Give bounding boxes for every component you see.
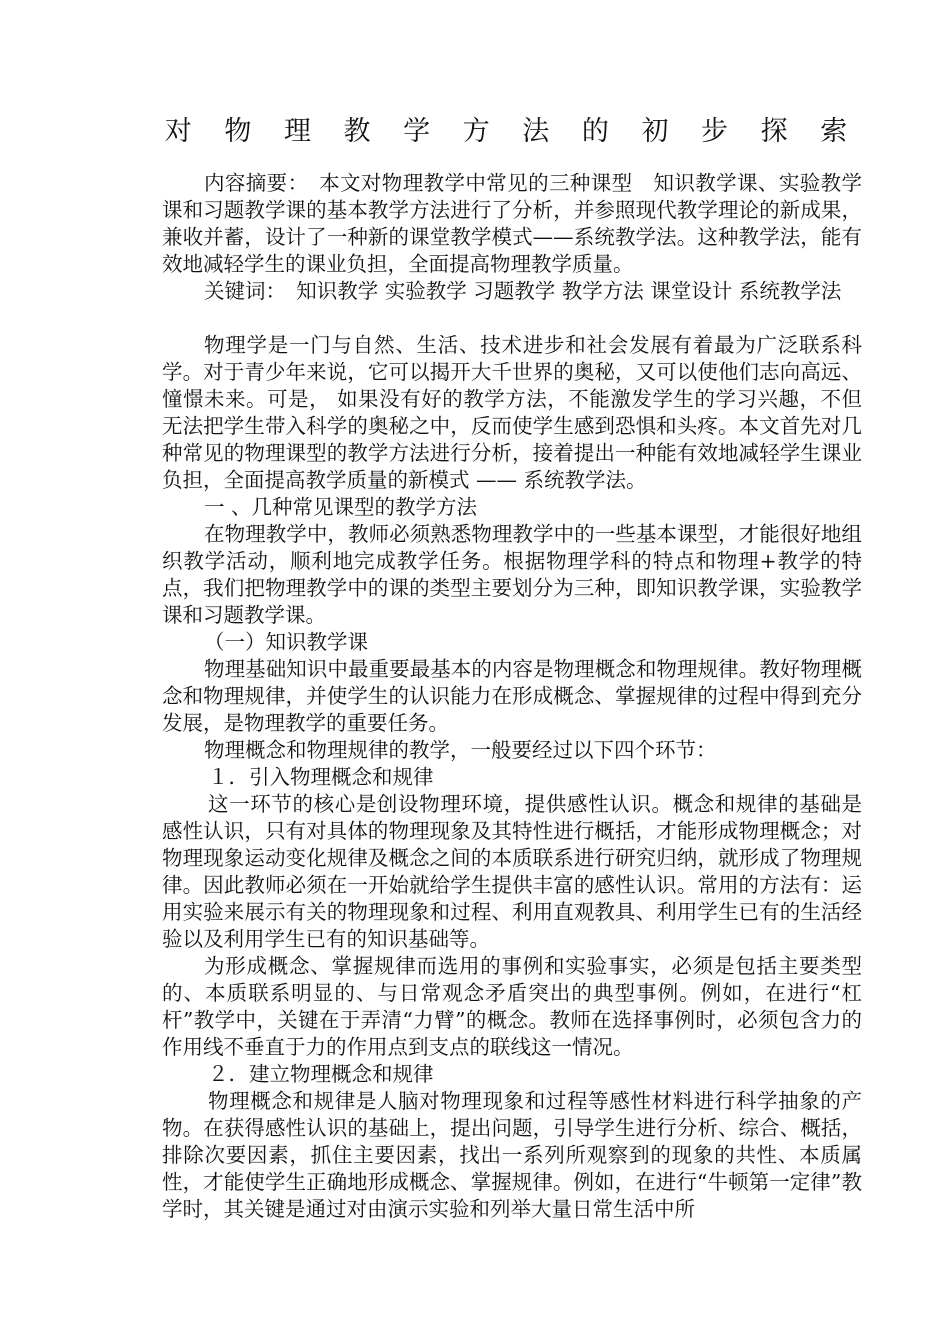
document-page xyxy=(162,112,862,1223)
body-paragraph-step1: 这一环节的核心是创设物理环境，提供感性认识。概念和规律的基础是感性认识，只有对具体的物理现象及其特性进行概括，才能形成物理概念；对物理现象运动变化规律及概念之间的本质联系进行研究归纳，就形成了物理规律。因此教师必须在一开始就给学生提供丰富的感性认识。常用的方法有：运用实验来展示有关的物理现象和过程、利用直观教具、利用学生已有的生活经验以及利用学生已有的知识基础等。 xyxy=(162,792,862,951)
step-heading-2: ２．建立物理概念和规律 xyxy=(208,1062,434,1086)
body-paragraph-examples: 为形成概念、掌握规律而选用的事例和实验事实，必须是包括主要类型的、本质联系明显的、与日常观念矛盾突出的典型事例。例如，在进行“杠杆”教学中，关键在于弄清“力臂”的概念。教师在选择事例时，必须包含力的作用线不垂直于力的作用点到支点的联线这一情况。 xyxy=(162,954,862,1059)
body-paragraph-four-steps: 物理概念和物理规律的教学，一般要经过以下四个环节： xyxy=(204,738,717,762)
body-paragraph-intro: 物理学是一门与自然、生活、技术进步和社会发展有着最为广泛联系科学。对于青少年来说，它可以揭开大千世界的奥秘，又可以使他们志向高远、憧憬未来。可是， 如果没有好的教学方法，不能激发学生的学习兴趣，不但无法把学生带入科学的奥秘之中，反而使学生感到恐惧和头疼。本文首先对几种常见的物理课型的教学方法进行分析，接着提出一种能有效地减轻学生课业负担，全面提高教学质量的新模式 —— 系统教学法。 xyxy=(162,333,862,492)
section-heading-1: 一 、几种常见课型的教学方法 xyxy=(204,495,478,519)
body-paragraph-course-types: 在物理教学中，教师必须熟悉物理教学中的一些基本课型，才能很好地组织教学活动，顺利地完成教学任务。根据物理学科的特点和物理+教学的特点，我们把物理教学中的课的类型主要划分为三种，即知识教学课，实验教学课和习题教学课。 xyxy=(162,522,862,627)
subsection-heading-knowledge: （一）知识教学课 xyxy=(204,630,368,654)
keywords-paragraph: 关键词： 知识教学 实验教学 习题教学 教学方法 课堂设计 系统教学法 xyxy=(204,279,842,303)
step-heading-1: １．引入物理概念和规律 xyxy=(208,765,434,789)
body-paragraph-concepts: 物理基础知识中最重要最基本的内容是物理概念和物理规律。教好物理概念和物理规律，并使学生的认识能力在形成概念、掌握规律的过程中得到充分发展，是物理教学的重要任务。 xyxy=(162,657,862,735)
body-paragraph-step2: 物理概念和规律是人脑对物理现象和过程等感性材料进行科学抽象的产物。在获得感性认识的基础上，提出问题，引导学生进行分析、综合、概括，排除次要因素，抓住主要因素，找出一系列所观察到的现象的共性、本质属性，才能使学生正确地形成概念、掌握规律。例如，在进行“牛顿第一定律”教学时，其关键是通过对由演示实验和列举大量日常生活中所 xyxy=(162,1089,862,1221)
blank-line xyxy=(162,305,862,332)
document-title: 对 物 理 教 学 方 法 的 初 步 探 索 xyxy=(164,116,860,147)
abstract-paragraph: 内容摘要： 本文对物理教学中常见的三种课型 知识教学课、实验教学课和习题教学课的基本教学方法进行了分析，并参照现代教学理论的新成果，兼收并蓄，设计了一种新的课堂教学模式——系统教学法。这种教学法，能有效地减轻学生的课业负担，全面提高物理教学质量。 xyxy=(162,171,862,276)
